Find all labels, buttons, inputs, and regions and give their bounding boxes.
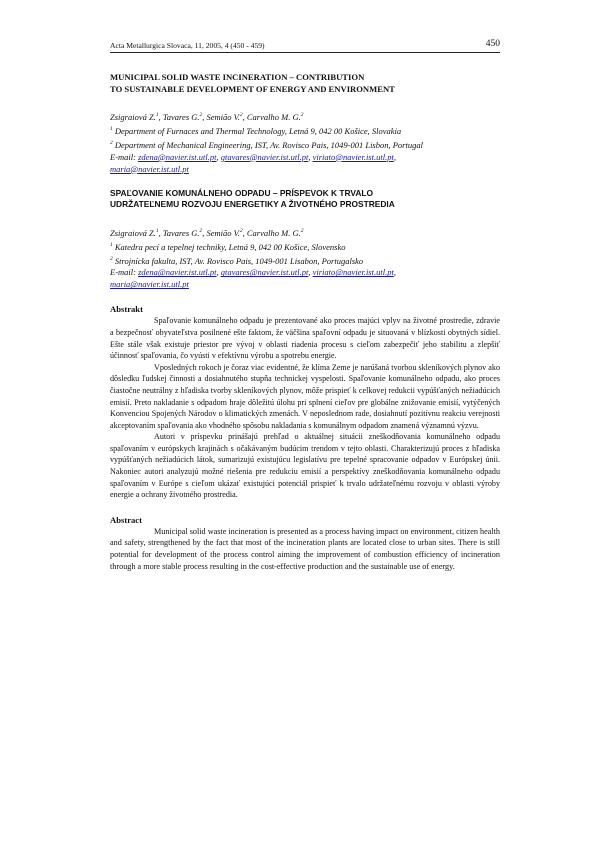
page-number: 450 [485, 39, 500, 49]
authors-en [110, 109, 500, 123]
affiliation-sup: 2 [110, 139, 113, 146]
authors-sk [110, 225, 500, 239]
author-1-sup: 1 [155, 227, 159, 234]
email-link[interactable]: zdena@navier.ist.utl.pt [138, 151, 217, 162]
affiliation-sk-1 [110, 239, 500, 253]
title-sk-line-2: UDRŽATEĽNEMU ROZVOJU ENERGETIKY A ŽIVOTNÉHO PROSTREDIA [110, 199, 395, 210]
main-content [110, 72, 500, 572]
abstrakt-paragraph-2: Vposledných rokoch je čoraz viac evidentné, že klíma Zeme je narúšaná tvorbou skleníkových plynov ako dôsledku ľudskej činnosti a dosiahnutého stupňa technickej vyspelosti. Spaľovanie komunálneho odpadu, ako proces čiastočne neutrálny z hľadiska tvorby skleníkových plynov, môže prispieť k celkovej redukcii vypúšťaných nežiadúcich emisií. Preto nakladanie s odpadom hraje dôležitú úlohu pri splnení cieľov pre globálne znižovanie emisií, vytýčených Konvenciou Spojených Národov o klimatických zmenách. V neposlednom rade, dosiahnutí pozitívnu reakciu verejnosti akceptovaním spaľovania ako vhodného spôsobu nakladania s komunálnym odpadom znamená významnú výzvu. [110, 362, 500, 430]
author-3-sup: 2 [239, 227, 243, 234]
abstract-paragraph-1: Municipal solid waste incineration is presented as a process having impact on environment, citizen health and safety, strengthened by the fact that most of the incineration plants are located close to urban sites. There is still potential for development of the process control aiming the improvement of combustion efficiency of incineration through a more stable process resulting in the cost-effective production and the sustainable use of energy. [110, 526, 500, 571]
email-link[interactable]: viriato@navier.ist.utl.pt [312, 267, 394, 278]
abstrakt-paragraph-3: Autori v príspevku prinášajú prehľad o aktuálnej situácii zneškodňovania komunálneho odpadu spaľovaním v európskych krajinách s očakávaným budúcim trendom v tejto oblasti. Charakterizujú proces z hľadiska vypúšťaných nežiadúcich látok, sumarizujú existujúcu legislatívu pre tepelné spracovanie odpadov v Európskej únii. Nakoniec autori analyzujú možné riešenia pre redukciu emisií a perspektívy zneškodňovania komunálneho odpadu spaľovaním v Európe s cieľom ukázať existujúci potenciál prispieť k trvalo udržateľnému rozvoju v oblasti výroby energie a ochrany životného prostredia. [110, 432, 500, 500]
author-2: , Tavares G. [158, 112, 200, 123]
email-link[interactable]: gtavares@navier.ist.utl.pt [220, 267, 309, 278]
affiliation-text: Department of Furnaces and Thermal Technology, Letná 9, 042 00 Košice, Slovakia [112, 125, 402, 136]
author-3: , Semião V. [202, 227, 240, 238]
affiliation-sup: 1 [110, 241, 113, 248]
affiliation-text: Department of Mechanical Engineering, IST, Av. Rovisco Pais, 1049-001 Lisbon, Portugal [112, 139, 423, 150]
author-2-sup: 2 [199, 227, 203, 234]
author-1: Zsigraiová Z. [110, 227, 156, 238]
affiliation-en-1 [110, 123, 500, 137]
email-link[interactable]: zdena@navier.ist.utl.pt [138, 267, 217, 278]
affiliation-text: Strojnícka fakulta, IST, Av. Rovisco Pais, 1049-001 Lisabon, Portugalsko [112, 255, 364, 266]
email-link[interactable]: maria@navier.ist.utl.pt [110, 279, 189, 290]
email-line-en: E-mail: zdena@navier.ist.utl.pt, gtavares@navier.ist.utl.pt, viriato@navier.ist.utl.pt, [110, 151, 396, 162]
abstrakt-heading: Abstrakt [110, 304, 143, 315]
author-4-sup: 2 [300, 227, 304, 234]
email-line-sk: E-mail: zdena@navier.ist.utl.pt, gtavares@navier.ist.utl.pt, viriato@navier.ist.utl.pt, [110, 267, 396, 278]
email-line-sk-2 [110, 278, 500, 290]
author-3: , Semião V. [202, 112, 240, 123]
author-3-sup: 2 [239, 112, 243, 119]
author-4-sup: 2 [300, 112, 304, 119]
title-en-line-1: MUNICIPAL SOLID WASTE INCINERATION – CONTRIBUTION [110, 72, 365, 82]
affiliation-sk-2 [110, 253, 500, 267]
email-link[interactable]: gtavares@navier.ist.utl.pt [220, 151, 309, 162]
affiliation-text: Katedra pecí a tepelnej techniky, Letná 9, 042 00 Košice, Slovensko [112, 241, 346, 252]
title-sk-line-1: SPAĽOVANIE KOMUNÁLNEHO ODPADU – PRÍSPEVOK K TRVALO [110, 187, 374, 198]
affiliation-sup: 2 [110, 255, 113, 262]
email-link[interactable]: viriato@navier.ist.utl.pt [312, 151, 394, 162]
journal-citation: Acta Metallurgica Slovaca, 11, 2005, 4 (450 - 459) [110, 41, 265, 50]
title-en-line-2: TO SUSTAINABLE DEVELOPMENT OF ENERGY AND ENVIRONMENT [110, 83, 395, 94]
email-label: E-mail: [110, 267, 139, 278]
author-2: , Tavares G. [158, 227, 200, 238]
author-4: , Carvalho M. G. [242, 227, 301, 238]
email-line-en-2 [110, 163, 500, 175]
author-2-sup: 2 [199, 112, 203, 119]
author-1-sup: 1 [155, 112, 159, 119]
affiliation-sup: 1 [110, 126, 113, 133]
author-1: Zsigraiová Z. [110, 112, 156, 123]
author-4: , Carvalho M. G. [242, 112, 301, 123]
header-rule [110, 52, 500, 53]
abstrakt-paragraph-1: Spaľovanie komunálneho odpadu je prezentované ako proces majúci vplyv na životné prostredie, zdravie a bezpečnosť obyvateľstva posilnené ešte faktom, že väčšina spaľovní odpadu je situovaná v blízkosti obytných sídiel. Ešte stále však existuje priestor pre vývoj v oblasti riadenia procesu s cieľom zabezpečiť jeho stabilitu a zlepšiť účinnosť spaľovania, čo vyústi v efektívnu výrobu a spotrebu energie. [110, 316, 500, 361]
affiliation-en-2 [110, 137, 500, 151]
email-link[interactable]: maria@navier.ist.utl.pt [110, 163, 189, 174]
email-label: E-mail: [110, 151, 139, 162]
abstract-heading: Abstract [110, 514, 142, 525]
